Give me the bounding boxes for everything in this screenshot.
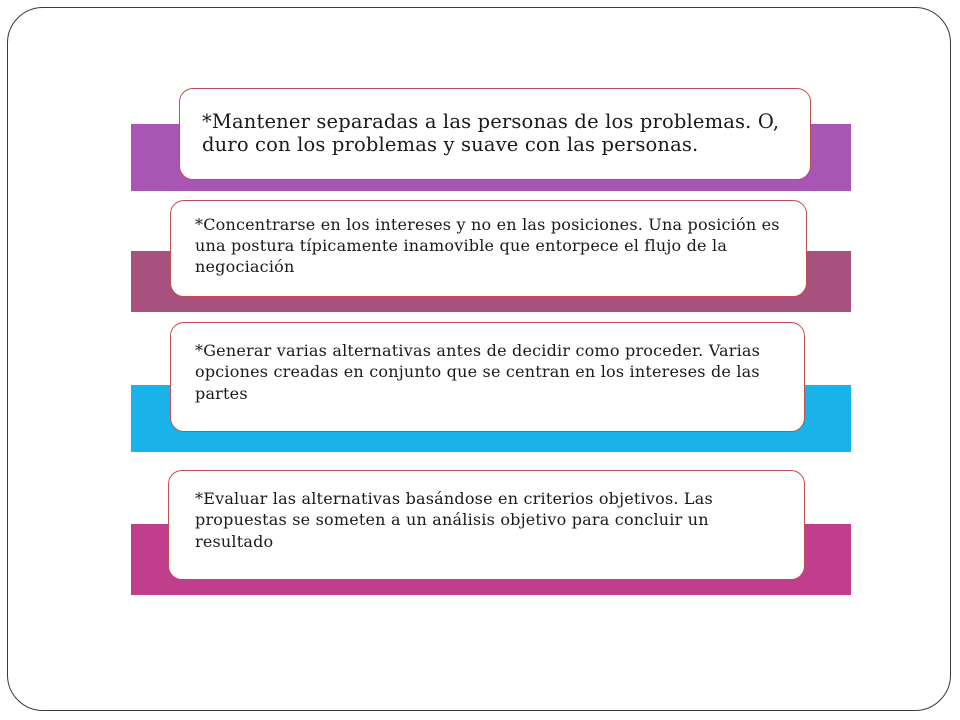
principle-card-4	[168, 470, 805, 580]
principle-text-4: *Evaluar las alternativas basándose en criterios objetivos. Las propuestas se someten a un análisis objetivo para concluir un resultado	[195, 489, 713, 551]
principle-card-3	[170, 322, 805, 432]
principle-card-1	[179, 88, 811, 180]
principle-text-2: *Concentrarse en los intereses y no en las posiciones. Una posición es una postura típicamente inamovible que entorpece el flujo de la negociación	[195, 214, 780, 277]
principle-text-3: *Generar varias alternativas antes de decidir como proceder. Varias opciones creadas en conjunto que se centran en los intereses de las partes	[195, 341, 761, 403]
principle-text-1: *Mantener separadas a las personas de los problemas. O, duro con los problemas y suave con las personas.	[202, 109, 780, 156]
principle-card-2	[170, 200, 807, 297]
